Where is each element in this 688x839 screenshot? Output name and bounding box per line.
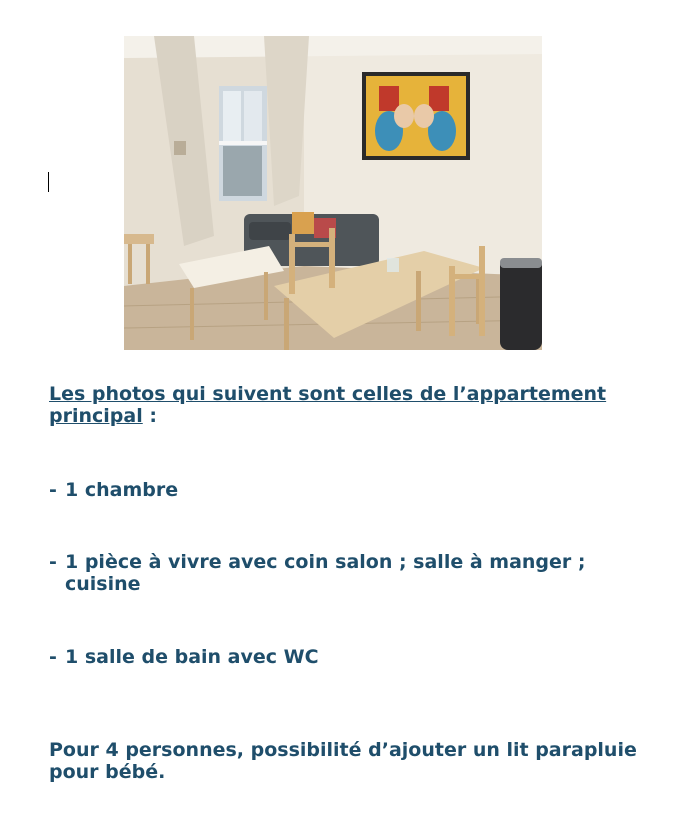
feature-text: 1 salle de bain avec WC: [65, 646, 319, 668]
intro-heading-link: Les photos qui suivent sont celles de l’appartement principal: [49, 383, 607, 427]
feature-item: [49, 646, 649, 668]
intro-heading: [49, 383, 649, 427]
feature-item: [49, 479, 649, 501]
text-cursor: [48, 172, 49, 192]
bullet-dash: -: [49, 551, 57, 573]
capacity-text: Pour 4 personnes, possibilité d’ajouter un lit parapluie pour bébé.: [49, 739, 637, 783]
bullet-dash: -: [49, 479, 57, 501]
intro-heading-suffix: :: [142, 405, 157, 427]
bullet-dash: -: [49, 646, 57, 668]
living-room-photo: [124, 36, 542, 350]
feature-text: 1 pièce à vivre avec coin salon ; salle à manger ; cuisine: [65, 551, 586, 595]
feature-item: [49, 551, 649, 595]
feature-text: 1 chambre: [65, 479, 179, 501]
